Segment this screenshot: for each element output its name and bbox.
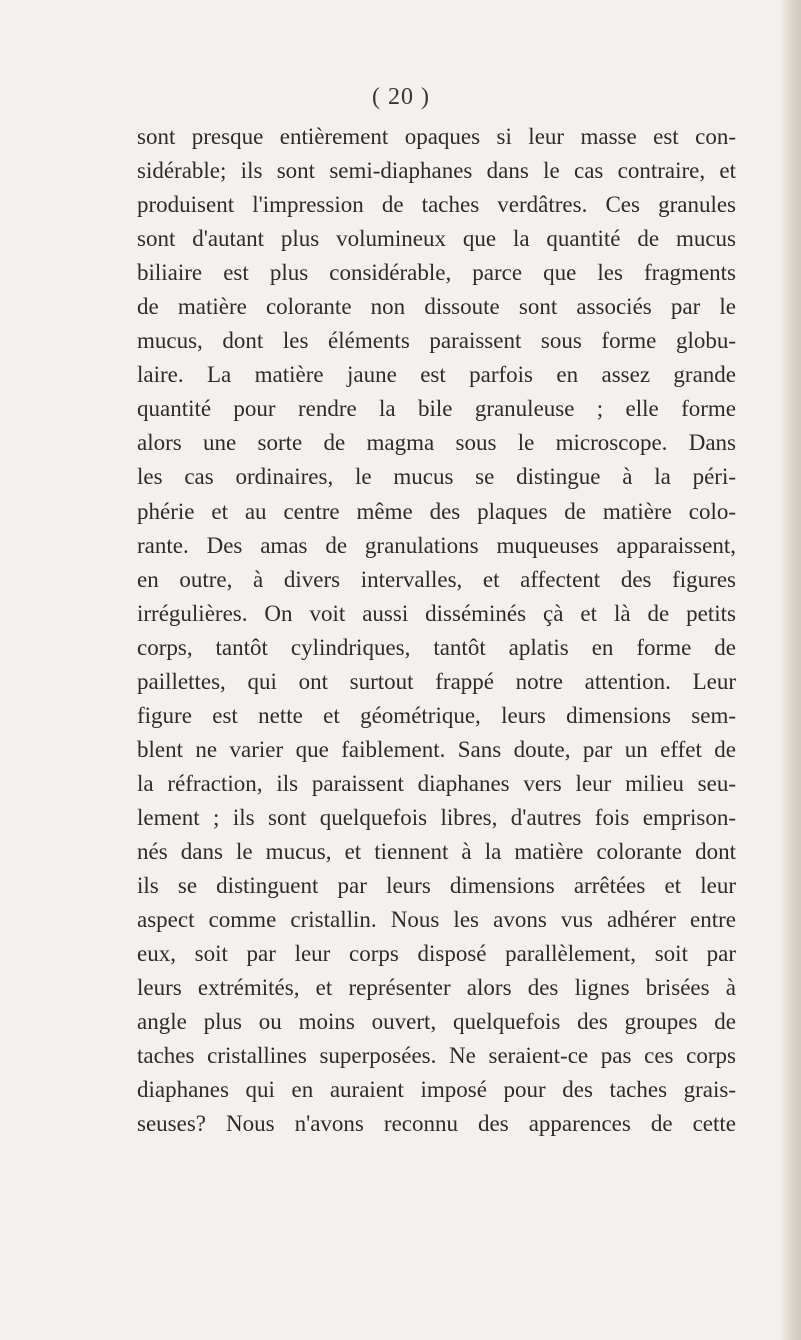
text-line: eux, soit par leur corps disposé parallèlement, soit par xyxy=(137,941,736,967)
text-line: corps, tantôt cylindriques, tantôt aplatis en forme de xyxy=(137,634,736,660)
text-line: irrégulières. On voit aussi disséminés çà et là de petits xyxy=(137,600,736,626)
text-line: mucus, dont les éléments paraissent sous forme globu- xyxy=(137,328,736,354)
text-line: la réfraction, ils paraissent diaphanes vers leur milieu seu- xyxy=(137,770,736,796)
text-line: phérie et au centre même des plaques de matière colo- xyxy=(137,498,736,524)
text-line: sont d'autant plus volumineux que la quantité de mucus xyxy=(137,226,736,252)
text-line: les cas ordinaires, le mucus se distingue à la péri- xyxy=(137,464,736,490)
page-edge-shadow xyxy=(779,0,801,1340)
text-line: quantité pour rendre la bile granuleuse ; elle forme xyxy=(137,396,736,422)
text-line: leurs extrémités, et représenter alors des lignes brisées à xyxy=(137,975,736,1001)
text-line: sont presque entièrement opaques si leur masse est con- xyxy=(137,124,736,149)
page-number: ( 20 ) xyxy=(372,84,430,110)
text-line: biliaire est plus considérable, parce que les fragments xyxy=(137,260,736,286)
text-line: blent ne varier que faiblement. Sans doute, par un effet de xyxy=(137,736,736,762)
text-line: nés dans le mucus, et tiennent à la matière colorante dont xyxy=(137,838,736,864)
text-line: taches cristallines superposées. Ne seraient-ce pas ces corps xyxy=(137,1043,736,1069)
body-text xyxy=(137,120,736,1141)
text-line: de matière colorante non dissoute sont associés par le xyxy=(137,294,736,320)
text-line: paillettes, qui ont surtout frappé notre attention. Leur xyxy=(137,668,736,694)
text-line: diaphanes qui en auraient imposé pour des taches grais- xyxy=(137,1077,736,1103)
text-line: angle plus ou moins ouvert, quelquefois des groupes de xyxy=(137,1009,736,1035)
text-line: en outre, à divers intervalles, et affectent des figures xyxy=(137,566,736,592)
text-line: sidérable; ils sont semi-diaphanes dans le cas contraire, et xyxy=(137,158,736,184)
text-line: lement ; ils sont quelquefois libres, d'autres fois emprison- xyxy=(137,804,736,830)
text-line: seuses? Nous n'avons reconnu des apparences de cette xyxy=(137,1111,736,1137)
text-line: aspect comme cristallin. Nous les avons vus adhérer entre xyxy=(137,907,736,933)
text-line: ils se distinguent par leurs dimensions arrêtées et leur xyxy=(137,873,736,899)
text-line: produisent l'impression de taches verdâtres. Ces granules xyxy=(137,192,736,218)
text-line: figure est nette et géométrique, leurs dimensions sem- xyxy=(137,702,736,728)
text-line: laire. La matière jaune est parfois en assez grande xyxy=(137,362,736,388)
text-line: rante. Des amas de granulations muqueuses apparaissent, xyxy=(137,532,736,558)
text-line: alors une sorte de magma sous le microscope. Dans xyxy=(137,430,736,456)
